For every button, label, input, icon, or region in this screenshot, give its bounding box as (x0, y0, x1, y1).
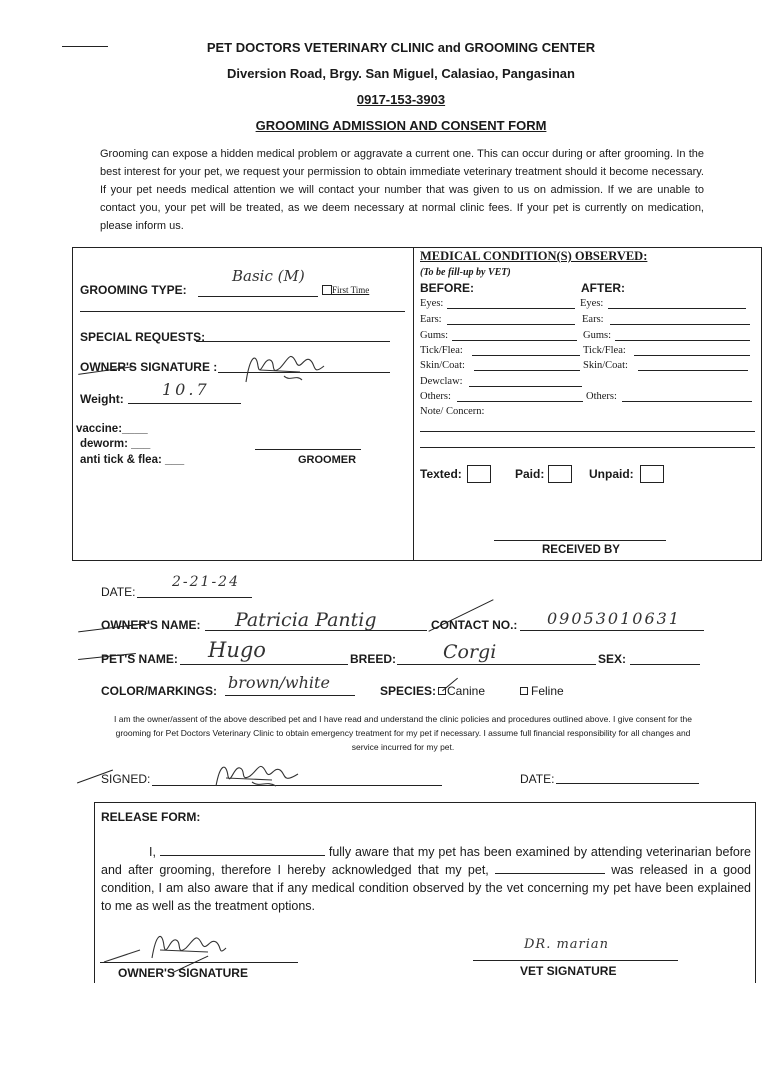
release-owner-signature-label: OWNER'S SIGNATURE (118, 966, 248, 980)
owner-name-value: Patricia Pantig (235, 609, 377, 631)
pet-name-value: Hugo (208, 638, 266, 662)
received-by-line[interactable] (494, 540, 666, 541)
texted-checkbox[interactable] (467, 465, 491, 483)
release-text-start: I, (149, 845, 156, 859)
consent-date-field[interactable] (556, 783, 699, 784)
before-eyes-label: Eyes: (420, 298, 444, 309)
weight-value: 10.7 (162, 380, 210, 399)
medical-subtitle: (To be fill-up by VET) (420, 267, 511, 278)
weight-field[interactable] (128, 403, 241, 404)
release-title: RELEASE FORM: (101, 810, 201, 824)
after-ears-field[interactable] (610, 324, 750, 325)
after-tickflea-label: Tick/Flea: (583, 345, 626, 356)
vet-signature-label: VET SIGNATURE (520, 964, 617, 978)
after-skincoat-field[interactable] (638, 370, 748, 371)
after-label: AFTER: (581, 281, 625, 295)
groomer-label: GROOMER (298, 454, 357, 466)
weight-label: Weight: (80, 392, 124, 406)
after-ears-label: Ears: (582, 314, 604, 325)
special-requests-label: SPECIAL REQUESTS: (80, 330, 206, 344)
vaccine-label: vaccine:____ (76, 423, 148, 435)
before-eyes-field[interactable] (447, 308, 575, 309)
contact-value: 09053010631 (547, 609, 681, 628)
after-eyes-label: Eyes: (580, 298, 604, 309)
release-name-blank[interactable] (160, 843, 325, 856)
breed-value: Corgi (443, 641, 497, 663)
received-by-label: RECEIVED BY (542, 544, 620, 556)
before-others-field[interactable] (457, 401, 583, 402)
before-gums-field[interactable] (452, 340, 577, 341)
after-gums-field[interactable] (615, 340, 750, 341)
unpaid-checkbox[interactable] (640, 465, 664, 483)
feline-label: Feline (531, 684, 564, 698)
before-label: BEFORE: (420, 281, 474, 295)
before-tickflea-field[interactable] (472, 355, 580, 356)
paid-checkbox[interactable] (548, 465, 572, 483)
note-concern-label: Note/ Concern: (420, 406, 485, 417)
vet-signature-field[interactable] (473, 960, 678, 961)
before-ears-field[interactable] (447, 324, 575, 325)
clinic-address: Diversion Road, Brgy. San Miguel, Calasiao, Pangasinan (227, 66, 575, 81)
texted-label: Texted: (420, 467, 462, 481)
before-dewclaw-field[interactable] (469, 386, 582, 387)
note-line-1[interactable] (420, 431, 755, 432)
pet-name-field[interactable] (180, 664, 348, 665)
release-pet-blank[interactable] (495, 861, 605, 874)
breed-label: BREED: (350, 652, 397, 666)
release-owner-signature-field[interactable] (100, 962, 298, 963)
color-value: brown/white (228, 673, 330, 692)
canine-label: Canine (447, 684, 486, 698)
release-text-mid: fully aware that my pet has been examined by attending veterinarian before and after grooming, therefore I hereby acknowledged that my pet, (101, 845, 751, 877)
owner-name-label: OWNER'S NAME: (101, 618, 201, 632)
first-time-label: First Time (332, 285, 370, 295)
clinic-phone: 0917-153-3903 (356, 92, 446, 107)
panel-divider (413, 247, 414, 560)
color-field[interactable] (225, 695, 355, 696)
intro-paragraph: Grooming can expose a hidden medical problem or aggravate a current one. This can occur during or after grooming. In the best interest for your pet, we request your permission to obtain immediate veterinary treatment should it become necessary. If your pet needs medical attention we will contact your number that was given to us on admission. If we are unable to contact you, your pet will be treated, as we deem necessary at normal clinic fees. If your pet is currently on medication, please inform us. (100, 148, 704, 232)
species-label: SPECIES: (380, 684, 437, 698)
owner-signature-scribble (240, 346, 330, 390)
paid-label: Paid: (515, 467, 545, 481)
date-label: DATE: (101, 585, 136, 599)
breed-field[interactable] (397, 664, 596, 665)
after-gums-label: Gums: (583, 330, 612, 341)
unpaid-label: Unpaid: (589, 467, 634, 481)
owner-signature-label: OWNER'S SIGNATURE : (80, 360, 218, 374)
deworm-label: deworm: ___ (80, 438, 151, 450)
release-text-end: was released in a good condition, I am also aware that if any medical condition observed by the vet concerning my pet have been explained to me as well as the treatment options. (101, 863, 751, 913)
first-time-checkbox[interactable] (322, 285, 332, 295)
before-skincoat-label: Skin/Coat: (420, 360, 465, 371)
before-ears-label: Ears: (420, 314, 442, 325)
note-line-2[interactable] (420, 447, 755, 448)
after-eyes-field[interactable] (608, 308, 746, 309)
sex-label: SEX: (598, 652, 627, 666)
consent-date-label: DATE: (520, 772, 555, 786)
before-skincoat-field[interactable] (474, 370, 580, 371)
signed-signature-scribble (212, 758, 304, 792)
medical-title: MEDICAL CONDITION(S) OBSERVED: (420, 249, 648, 263)
signed-label: SIGNED: (101, 772, 151, 786)
date-field[interactable] (137, 597, 252, 598)
before-gums-label: Gums: (420, 330, 449, 341)
grooming-type-label: GROOMING TYPE: (80, 283, 187, 297)
vet-signature-value: DR. marian (524, 937, 610, 952)
after-tickflea-field[interactable] (634, 355, 750, 356)
grooming-type-extra-line (80, 311, 405, 312)
grooming-type-field[interactable] (198, 296, 318, 297)
sex-field[interactable] (630, 664, 700, 665)
form-title: GROOMING ADMISSION AND CONSENT FORM (255, 118, 547, 133)
after-others-field[interactable] (622, 401, 752, 402)
pet-name-label: PET'S NAME: (101, 652, 178, 666)
release-paragraph (101, 843, 751, 915)
before-others-label: Others: (420, 391, 451, 402)
after-skincoat-label: Skin/Coat: (583, 360, 628, 371)
consent-text: I am the owner/assent of the above described pet and I have read and understand the clinic policies and procedures outlined above. I give consent for the grooming for Pet Doctors Veterinary Clinic to obtain emergency treatment for my pet if necessary. I assume full financial responsibility for all changes and service incurred for my pet. (114, 714, 692, 752)
contact-field[interactable] (520, 630, 704, 631)
feline-checkbox[interactable] (520, 687, 528, 695)
special-requests-field[interactable] (196, 341, 390, 342)
date-value: 2-21-24 (172, 574, 240, 590)
after-others-label: Others: (586, 391, 617, 402)
antitick-label: anti tick & flea: ___ (80, 454, 185, 466)
before-tickflea-label: Tick/Flea: (420, 345, 463, 356)
contact-label: CONTACT NO.: (431, 618, 518, 632)
before-dewclaw-label: Dewclaw: (420, 376, 463, 387)
groomer-line[interactable] (255, 449, 361, 450)
grooming-type-value: Basic (M) (232, 267, 305, 285)
clinic-name: PET DOCTORS VETERINARY CLINIC and GROOMING CENTER (206, 40, 596, 55)
color-label: COLOR/MARKINGS: (101, 684, 217, 698)
